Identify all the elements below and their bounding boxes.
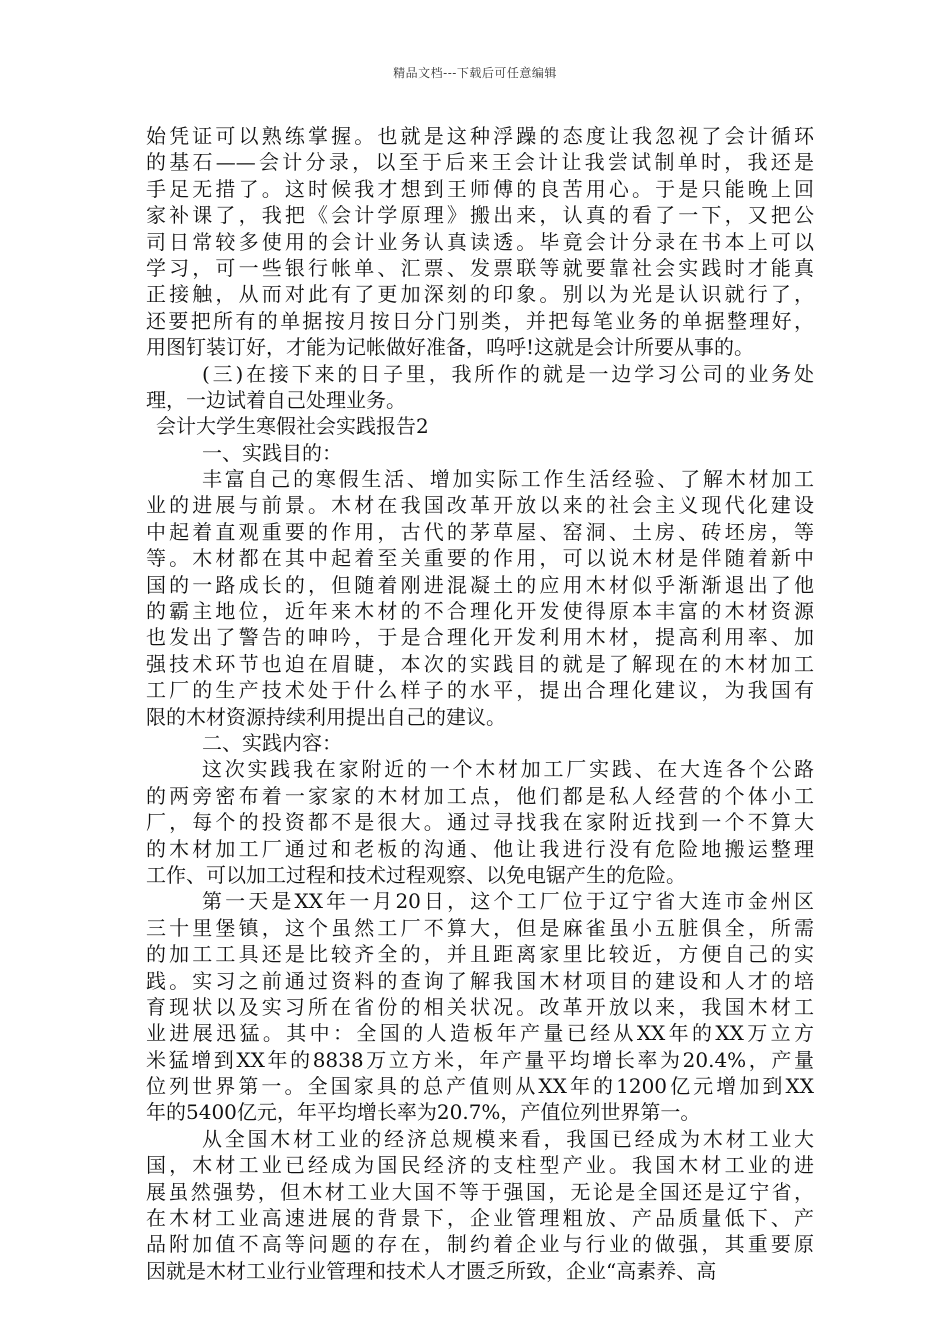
text-line: 也发出了警告的呻吟，于是合理化开发利用木材，提高利用率、加 bbox=[146, 625, 814, 650]
paragraph bbox=[146, 123, 814, 361]
text-line: 司日常较多使用的会计业务认真读透。毕竟会计分录在书本上可以 bbox=[146, 229, 814, 254]
text-line: 位列世界第一。全国家具的总产值则从XX年的1200亿元增加到XX bbox=[146, 1074, 814, 1099]
text-line: 育现状以及实习所在省份的相关状况。改革开放以来，我国木材工 bbox=[146, 994, 814, 1019]
text-line: 中起着直观重要的作用，古代的茅草屋、窑洞、土房、砖坯房，等 bbox=[146, 519, 814, 544]
paragraph bbox=[146, 413, 814, 439]
text-line: 强技术环节也迫在眉睫，本次的实践目的就是了解现在的木材加工 bbox=[146, 651, 814, 676]
text-line: 践。实习之前通过资料的查询了解我国木材项目的建设和人才的培 bbox=[146, 968, 814, 993]
text-line: 的两旁密布着一家家的木材加工点，他们都是私人经营的个体小工 bbox=[146, 783, 814, 808]
text-line: 理，一边试着自己处理业务。 bbox=[146, 387, 406, 412]
paragraph bbox=[146, 361, 814, 414]
text-line: 年的5400亿元，年平均增长率为20.7%，产值位列世界第一。 bbox=[146, 1100, 701, 1125]
text-line: 品附加值不高等问题的存在，制约着企业与行业的做强，其重要原 bbox=[146, 1232, 814, 1257]
text-line: 用图钉装订好，才能为记帐做好准备，呜呼!这就是会计所要从事的。 bbox=[146, 335, 755, 360]
paragraph bbox=[146, 466, 814, 730]
text-line: 的加工工具还是比较齐全的，并且距离家里比较近，方便自己的实 bbox=[146, 942, 814, 967]
text-line: 始凭证可以熟练掌握。也就是这种浮躁的态度让我忽视了会计循环 bbox=[146, 124, 814, 148]
text-line: 还要把所有的单据按月按日分门别类，并把每笔业务的单据整理好， bbox=[146, 308, 814, 333]
text-line: (三)在接下来的日子里，我所作的就是一边学习公司的业务处 bbox=[202, 361, 814, 386]
text-line: 等。木材都在其中起着至关重要的作用，可以说木材是伴随着新中 bbox=[146, 546, 814, 571]
text-line: 业的进展与前景。木材在我国改革开放以来的社会主义现代化建设 bbox=[146, 493, 814, 518]
text-line: 在木材工业高速进展的背景下，企业管理粗放、产品质量低下、产 bbox=[146, 1206, 814, 1231]
text-line: 因就是木材工业行业管理和技术人才匮乏所致，企业“高素养、高 bbox=[146, 1258, 717, 1283]
text-line: 的木材加工厂通过和老板的沟通、他让我进行没有危险地搬运整理 bbox=[146, 836, 814, 861]
text-line: 厂，每个的投资都不是很大。通过寻找我在家附近找到一个不算大 bbox=[146, 810, 814, 835]
text-line: 家补课了，我把《会计学原理》搬出来，认真的看了一下，又把公 bbox=[146, 203, 814, 228]
text-line: 一、实践目的： bbox=[202, 440, 342, 465]
paragraph bbox=[146, 756, 814, 888]
section-title: 会计大学生寒假社会实践报告2 bbox=[156, 414, 429, 439]
text-line: 第一天是XX年一月20日，这个工厂位于辽宁省大连市金州区 bbox=[202, 889, 814, 914]
paragraph bbox=[146, 1126, 814, 1284]
text-line: 限的木材资源持续利用提出自己的建议。 bbox=[146, 704, 506, 729]
text-line: 业进展迅猛。其中：全国的人造板年产量已经从XX年的XX万立方 bbox=[146, 1021, 814, 1046]
text-line: 工厂的生产技术处于什么样子的水平，提出合理化建议，为我国有 bbox=[146, 678, 814, 703]
text-line: 正接触，从而对此有了更加深刻的印象。别以为光是认识就行了， bbox=[146, 282, 814, 307]
text-line: 的基石——会计分录，以至于后来王会计让我尝试制单时，我还是 bbox=[146, 150, 814, 175]
paragraph bbox=[146, 730, 814, 756]
text-line: 从全国木材工业的经济总规模来看，我国已经成为木材工业大 bbox=[202, 1126, 814, 1151]
text-line: 学习，可一些银行帐单、汇票、发票联等就要靠社会实践时才能真 bbox=[146, 255, 814, 280]
text-line: 工作、可以加工过程和技术过程观察、以免电锯产生的危险。 bbox=[146, 862, 686, 887]
text-line: 米猛增到XX年的8838万立方米，年产量平均增长率为20.4%，产量 bbox=[146, 1047, 814, 1072]
text-line: 国的一路成长的，但随着刚进混凝土的应用木材似乎渐渐退出了他 bbox=[146, 572, 814, 597]
paragraph bbox=[146, 888, 814, 1126]
text-line: 的霸主地位，近年来木材的不合理化开发使得原本丰富的木材资源 bbox=[146, 599, 814, 624]
text-line: 手足无措了。这时候我才想到王师傅的良苦用心。于是只能晚上回 bbox=[146, 176, 814, 201]
paragraph bbox=[146, 440, 814, 466]
document-body bbox=[146, 123, 814, 1284]
text-line: 国，木材工业已经成为国民经济的支柱型产业。我国木材工业的进 bbox=[146, 1153, 814, 1178]
text-line: 展虽然强势，但木材工业大国不等于强国，无论是全国还是辽宁省， bbox=[146, 1179, 814, 1204]
text-line: 二、实践内容： bbox=[202, 730, 342, 755]
text-line: 这次实践我在家附近的一个木材加工厂实践、在大连各个公路 bbox=[202, 757, 814, 782]
page-header: 精品文档---下载后可任意编辑 bbox=[393, 66, 557, 80]
text-line: 丰富自己的寒假生活、增加实际工作生活经验、了解木材加工 bbox=[202, 467, 814, 492]
text-line: 三十里堡镇，这个虽然工厂不算大，但是麻雀虽小五脏俱全，所需 bbox=[146, 915, 814, 940]
